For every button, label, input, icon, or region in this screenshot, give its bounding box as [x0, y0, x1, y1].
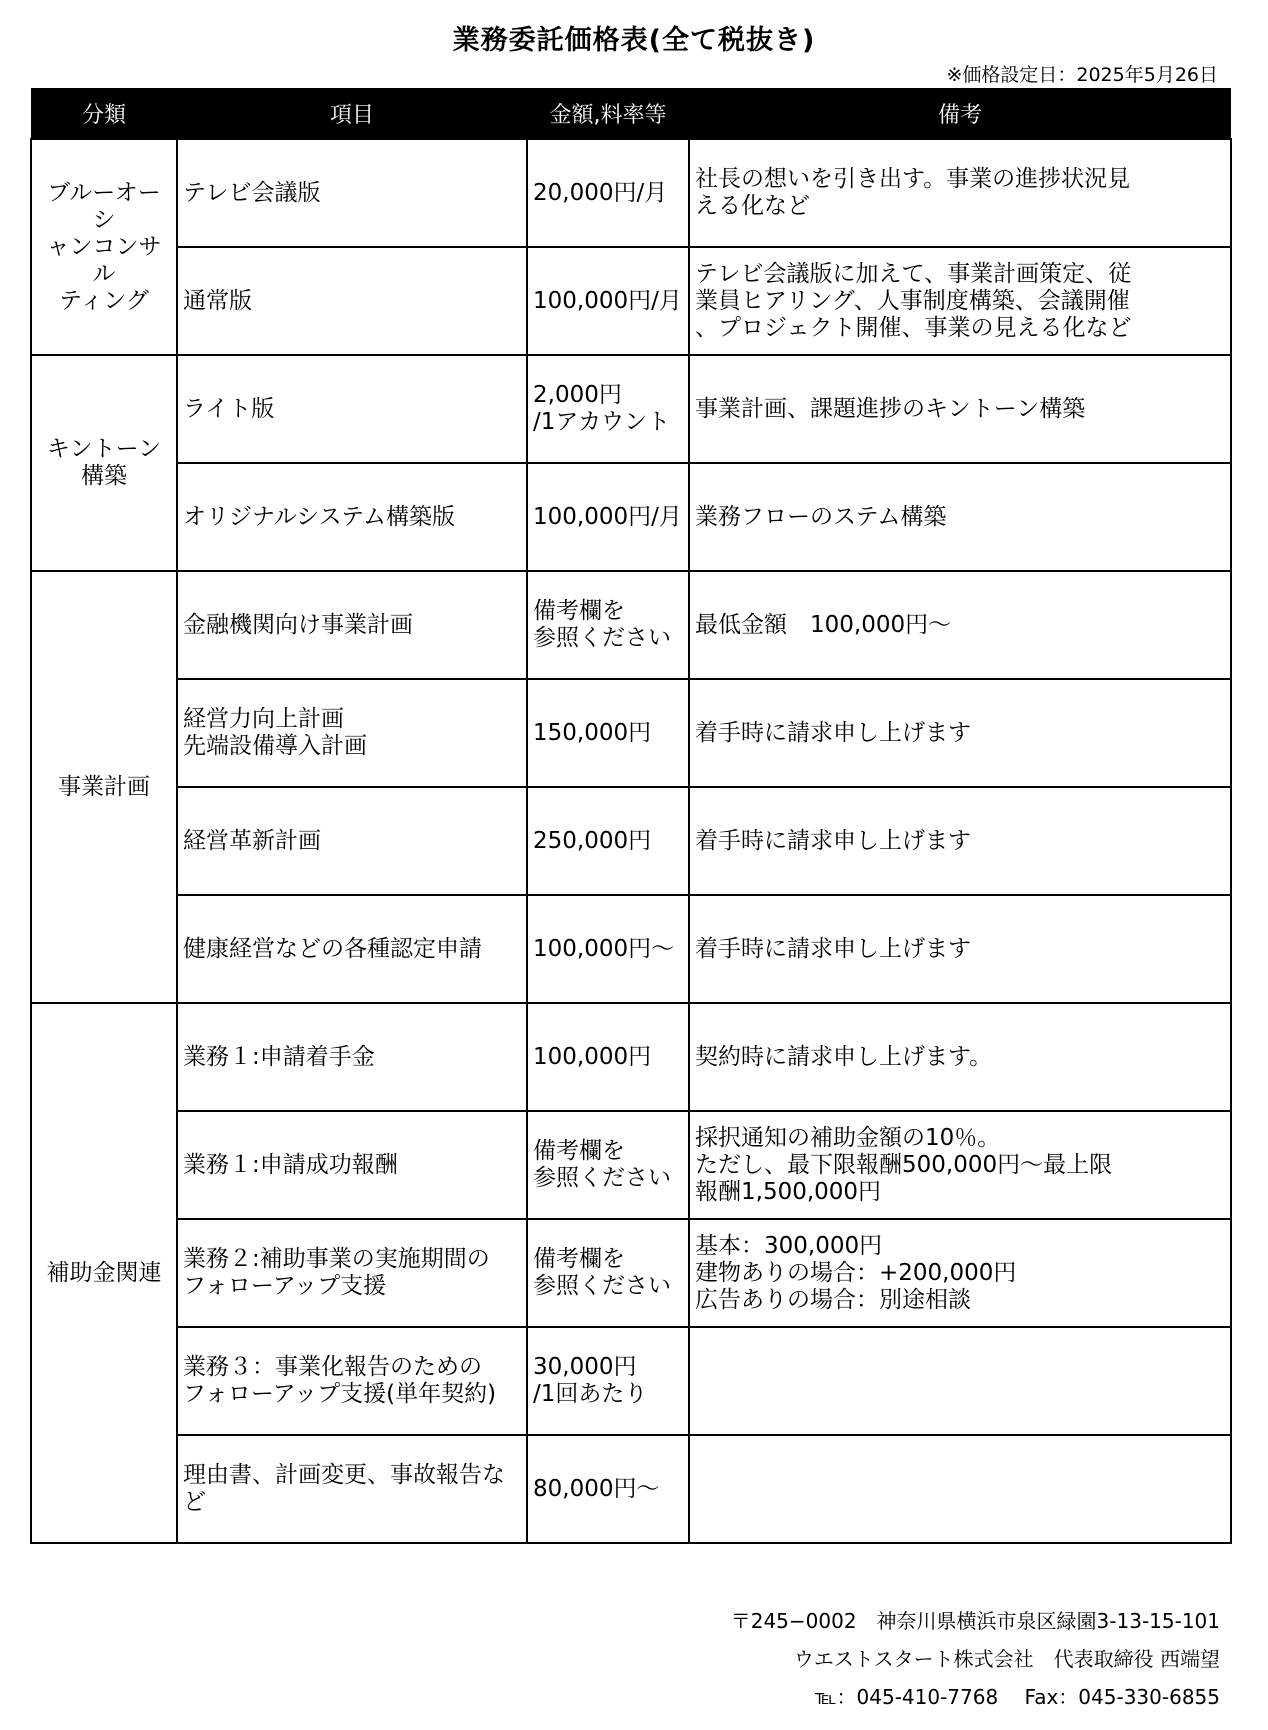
remarks-cell — [689, 355, 1231, 463]
category-business-plan — [31, 571, 177, 1003]
price-table — [30, 88, 1232, 1544]
item-text: 先端設備導入計画 — [183, 733, 367, 759]
footer-contact: ℡：045-410-7768 Fax：045-330-6855 — [815, 1685, 1220, 1709]
table-row — [31, 463, 1231, 571]
remarks-text: 契約時に請求申し上げます。 — [695, 1043, 993, 1070]
amount-text: /1回あたり — [533, 1381, 648, 1407]
remarks-cell — [689, 571, 1231, 679]
amount-text: /1アカウント — [533, 409, 671, 435]
item-text: ライト版 — [183, 395, 275, 422]
item-cell — [177, 1327, 527, 1435]
table-row — [31, 1003, 1231, 1111]
item-cell — [177, 1111, 527, 1219]
remarks-cell — [689, 1327, 1231, 1435]
amount-text: 2,000円 — [533, 382, 622, 408]
amount-cell — [527, 1111, 689, 1219]
item-cell — [177, 139, 527, 247]
remarks-text: 報酬1,500,000円 — [695, 1178, 882, 1205]
item-text: 業務３：事業化報告のための — [183, 1354, 482, 1380]
amount-cell — [527, 1003, 689, 1111]
remarks-text: 業務フローのステム構築 — [695, 503, 947, 530]
category-text: キントーン — [46, 436, 162, 462]
item-text: テレビ会議版 — [183, 179, 321, 206]
item-cell — [177, 571, 527, 679]
category-text: ブルーオーシ — [47, 179, 161, 233]
table-row — [31, 1435, 1231, 1543]
item-cell — [177, 1219, 527, 1327]
item-text: 業務１:申請成功報酬 — [183, 1151, 398, 1178]
item-text: 金融機関向け事業計画 — [183, 611, 413, 638]
item-cell — [177, 247, 527, 355]
header-remarks: 備考 — [689, 88, 1231, 139]
amount-cell — [527, 247, 689, 355]
remarks-text: 採択通知の補助金額の10％。 — [695, 1124, 1001, 1151]
remarks-cell — [689, 1435, 1231, 1543]
table-row — [31, 787, 1231, 895]
remarks-text: 最低金額 100,000円～ — [695, 611, 952, 638]
remarks-cell — [689, 247, 1231, 355]
remarks-cell — [689, 1219, 1231, 1327]
item-text: フォローアップ支援 — [183, 1273, 387, 1299]
category-blue-ocean — [31, 139, 177, 355]
item-text: 業務２:補助事業の実施期間の — [183, 1246, 490, 1272]
table-row — [31, 679, 1231, 787]
table-row — [31, 1219, 1231, 1327]
price-table-body — [31, 139, 1231, 1543]
remarks-cell — [689, 679, 1231, 787]
remarks-cell — [689, 787, 1231, 895]
table-row — [31, 139, 1231, 247]
table-row — [31, 1327, 1231, 1435]
remarks-text: 基本：300,000円 — [695, 1232, 883, 1259]
remarks-text: 建物ありの場合：+200,000円 — [695, 1259, 1017, 1286]
amount-text: 20,000円/月 — [533, 179, 668, 206]
remarks-text: 着手時に請求申し上げます — [695, 719, 971, 746]
category-kintone — [31, 355, 177, 571]
category-text: 補助金関連 — [46, 1259, 162, 1286]
item-cell — [177, 679, 527, 787]
item-text: 健康経営などの各種認定申請 — [183, 935, 482, 962]
remarks-text: 業員ヒアリング、人事制度構築、会議開催 — [695, 287, 1130, 314]
remarks-cell — [689, 139, 1231, 247]
amount-text: 150,000円 — [533, 719, 652, 746]
footer-address: 〒245−0002 神奈川県横浜市泉区緑園3-13-15-101 — [730, 1609, 1220, 1633]
remarks-cell — [689, 1111, 1231, 1219]
amount-cell — [527, 571, 689, 679]
remarks-text: テレビ会議版に加えて、事業計画策定、従 — [695, 260, 1132, 287]
amount-text: 参照ください — [533, 625, 671, 651]
item-text: 業務１:申請着手金 — [183, 1043, 375, 1070]
amount-text: 100,000円～ — [533, 935, 675, 962]
item-text: 経営革新計画 — [183, 827, 321, 854]
remarks-text: 着手時に請求申し上げます — [695, 935, 971, 962]
category-text: ャンコンサル — [46, 233, 162, 287]
item-cell — [177, 787, 527, 895]
item-text: オリジナルシステム構築版 — [183, 503, 455, 530]
table-row — [31, 1111, 1231, 1219]
amount-cell — [527, 787, 689, 895]
header-item: 項目 — [177, 88, 527, 139]
remarks-text: 、プロジェクト開催、事業の見える化など — [695, 314, 1132, 341]
amount-text: 30,000円 — [533, 1354, 637, 1380]
amount-text: 備考欄を — [533, 598, 625, 624]
item-cell — [177, 463, 527, 571]
amount-text: 100,000円/月 — [533, 503, 682, 530]
remarks-text: 事業計画、課題進捗のキントーン構築 — [695, 395, 1086, 422]
amount-cell — [527, 1435, 689, 1543]
amount-text: 100,000円 — [533, 1043, 652, 1070]
amount-text: 参照ください — [533, 1165, 671, 1191]
item-cell — [177, 1003, 527, 1111]
amount-text: 100,000円/月 — [533, 287, 682, 314]
amount-cell — [527, 1219, 689, 1327]
item-text: 理由書、計画変更、事故報告など — [183, 1462, 505, 1515]
item-text: 通常版 — [183, 287, 252, 314]
amount-cell — [527, 355, 689, 463]
category-text: ティング — [59, 287, 149, 314]
item-cell — [177, 895, 527, 1003]
amount-cell — [527, 1327, 689, 1435]
category-text: 構築 — [81, 463, 127, 489]
amount-text: 250,000円 — [533, 827, 652, 854]
header-category: 分類 — [31, 88, 177, 139]
category-subsidy — [31, 1003, 177, 1543]
amount-text: 備考欄を — [533, 1138, 625, 1164]
remarks-cell — [689, 1003, 1231, 1111]
header-amount: 金額,料率等 — [527, 88, 689, 139]
page-title: 業務委託価格表(全て税抜き) — [452, 25, 816, 56]
remarks-text: 着手時に請求申し上げます — [695, 827, 971, 854]
footer-company: ウエストスタート株式会社 代表取締役 西端望 — [793, 1647, 1220, 1671]
table-row — [31, 895, 1231, 1003]
item-text: フォローアップ支援(単年契約) — [183, 1381, 497, 1407]
amount-text: 備考欄を — [533, 1246, 625, 1272]
remarks-text: ただし、最下限報酬500,000円～最上限 — [695, 1151, 1113, 1178]
amount-cell — [527, 139, 689, 247]
amount-cell — [527, 895, 689, 1003]
item-cell — [177, 1435, 527, 1543]
amount-cell — [527, 679, 689, 787]
table-header-row — [31, 88, 1231, 139]
remarks-text: 社長の想いを引き出す。事業の進捗状況見 — [695, 166, 1131, 192]
table-row — [31, 355, 1231, 463]
category-text: 事業計画 — [58, 773, 150, 800]
amount-cell — [527, 463, 689, 571]
remarks-cell — [689, 895, 1231, 1003]
remarks-text: 広告ありの場合：別途相談 — [695, 1286, 971, 1313]
remarks-text: える化など — [695, 193, 810, 219]
item-text: 経営力向上計画 — [183, 706, 344, 732]
amount-text: 参照ください — [533, 1273, 671, 1299]
item-cell — [177, 355, 527, 463]
amount-text: 80,000円～ — [533, 1475, 660, 1502]
remarks-cell — [689, 463, 1231, 571]
table-row — [31, 571, 1231, 679]
table-row — [31, 247, 1231, 355]
price-set-date: ※価格設定日：2025年5月26日 — [946, 64, 1218, 86]
